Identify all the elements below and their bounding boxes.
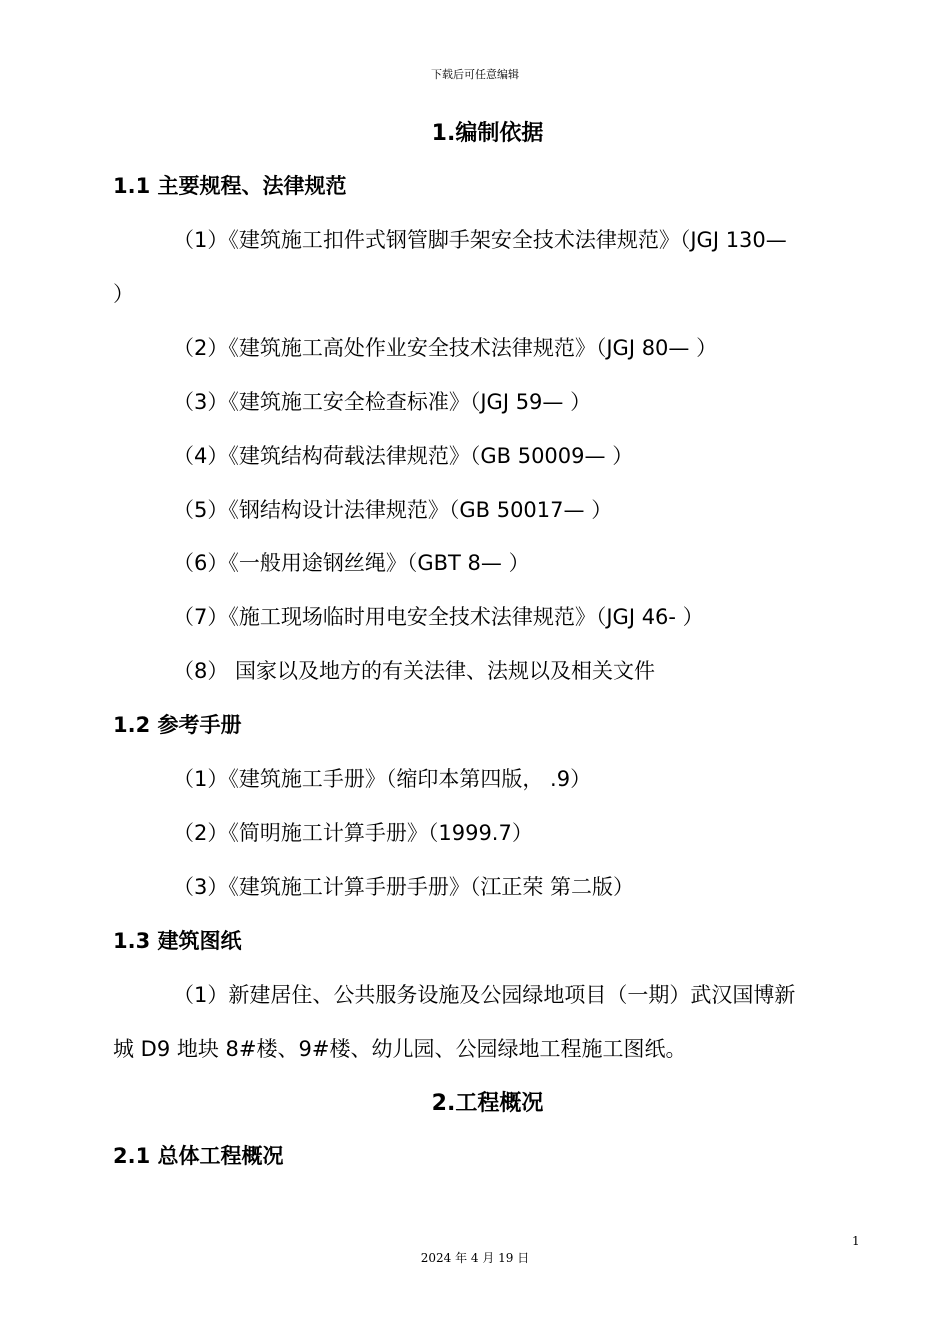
list-item: （4）《建筑结构荷载法律规范》（GB 50009— ） [173, 444, 634, 468]
subsection-title-1-1: 1.1 主要规程、法律规范 [113, 174, 347, 198]
list-item: （3）《建筑施工安全检查标准》（JGJ 59— ） [173, 390, 592, 414]
page-number: 1 [852, 1234, 860, 1248]
page-footer-date: 2024 年 4 月 19 日 [420, 1251, 530, 1265]
list-item: （3）《建筑施工计算手册手册》（江正荣 第二版） [173, 875, 635, 899]
paragraph-line: 城 D9 地块 8#楼、9#楼、幼儿园、公园绿地工程施工图纸。 [113, 1037, 687, 1061]
section-title-2: 2.工程概况 [431, 1091, 544, 1116]
list-item-continuation: ） [113, 282, 134, 306]
list-item: （8） 国家以及地方的有关法律、法规以及相关文件 [173, 659, 656, 683]
list-item: （1）《建筑施工扣件式钢管脚手架安全技术法律规范》（JGJ 130— [173, 228, 787, 252]
list-item: （5）《钢结构设计法律规范》（GB 50017— ） [173, 498, 613, 522]
list-item: （2）《建筑施工高处作业安全技术法律规范》（JGJ 80— ） [173, 336, 718, 360]
paragraph-line: （1）新建居住、公共服务设施及公园绿地项目（一期）武汉国博新 [173, 983, 796, 1007]
subsection-title-1-2: 1.2 参考手册 [113, 713, 242, 737]
section-title-1: 1.编制依据 [431, 121, 544, 146]
list-item: （1）《建筑施工手册》（缩印本第四版， .9） [173, 767, 592, 791]
list-item: （7）《施工现场临时用电安全技术法律规范》（JGJ 46- ） [173, 605, 704, 629]
list-item: （6）《一般用途钢丝绳》（GBT 8— ） [173, 551, 530, 575]
list-item: （2）《简明施工计算手册》（1999.7） [173, 821, 533, 845]
page-header: 下载后可任意编辑 [431, 68, 519, 81]
subsection-title-2-1: 2.1 总体工程概况 [113, 1144, 284, 1168]
subsection-title-1-3: 1.3 建筑图纸 [113, 929, 242, 953]
